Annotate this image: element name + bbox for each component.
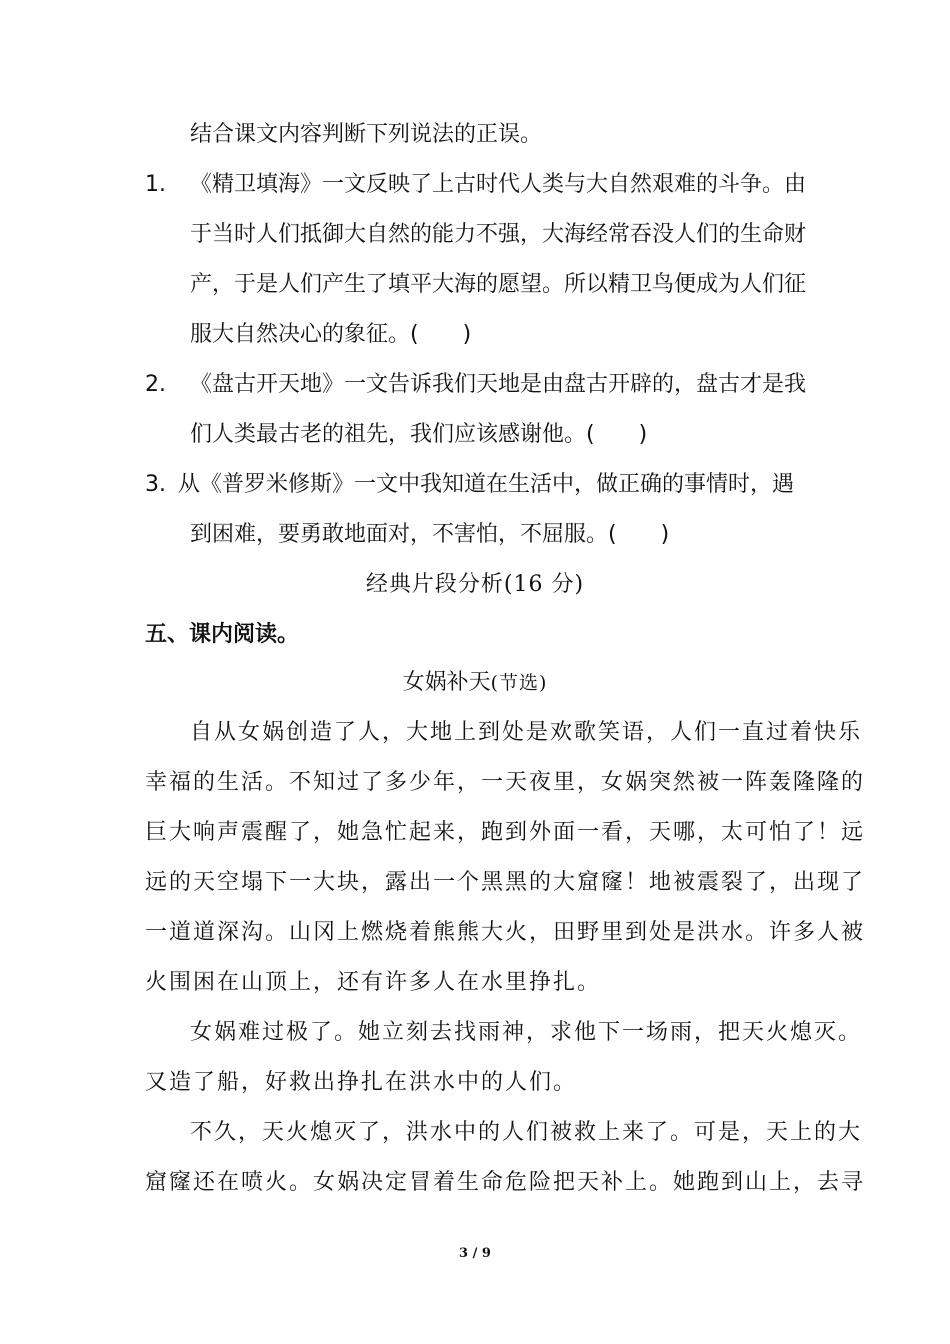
question-2-line-2: 们人类最古老的祖先，我们应该感谢他。( ) xyxy=(190,422,648,447)
question-3-number: 3. xyxy=(145,472,166,497)
instruction-text: 结合课文内容判断下列说法的正误。 xyxy=(190,122,543,147)
question-1-line-1: 《精卫填海》一文反映了上古时代人类与大自然艰难的斗争。由 xyxy=(190,172,807,197)
passage-title xyxy=(0,668,950,698)
question-1-line-2: 于当时人们抵御大自然的能力不强，大海经常吞没人们的生命财 xyxy=(190,222,807,247)
passage-line-5: 一道道深沟。山冈上燃烧着熊熊大火，田野里到处是洪水。许多人被 xyxy=(145,920,866,945)
passage-line-8: 又造了船，好救出挣扎在洪水中的人们。 xyxy=(145,1070,578,1095)
passage-title-text: 女娲补天 xyxy=(402,670,491,695)
page-number: 3 / 9 xyxy=(459,1246,491,1261)
question-3-line-1: 从《普罗米修斯》一文中我知道在生活中，做正确的事情时，遇 xyxy=(178,472,795,497)
question-1-line-3: 产，于是人们产生了填平大海的愿望。所以精卫鸟便成为人们征 xyxy=(190,272,807,297)
passage-line-3: 巨大响声震醒了，她急忙起来，跑到外面一看，天哪，太可怕了！远 xyxy=(145,820,866,845)
part-five-heading: 五、课内阅读。 xyxy=(145,622,300,647)
passage-line-4: 远的天空塌下一大块，露出一个黑黑的大窟窿！地被震裂了，出现了 xyxy=(145,870,866,895)
passage-line-9: 不久，天火熄灭了，洪水中的人们被救上来了。可是，天上的大 xyxy=(190,1120,863,1145)
question-3-line-2: 到困难，要勇敢地面对，不害怕，不屈服。( ) xyxy=(190,522,670,547)
passage-line-10: 窟窿还在喷火。女娲决定冒着生命危险把天补上。她跑到山上，去寻 xyxy=(145,1170,866,1195)
passage-line-2: 幸福的生活。不知过了多少年，一天夜里，女娲突然被一阵轰隆隆的 xyxy=(145,770,866,795)
passage-line-1: 自从女娲创造了人，大地上到处是欢歌笑语，人们一直过着快乐 xyxy=(190,720,863,745)
question-2-line-1: 《盘古开天地》一文告诉我们天地是由盘古开辟的，盘古才是我 xyxy=(190,372,807,397)
passage-title-note: (节选) xyxy=(490,672,548,694)
question-1-line-4: 服大自然决心的象征。( ) xyxy=(190,322,472,347)
passage-line-6: 火围困在山顶上，还有许多人在水里挣扎。 xyxy=(145,970,602,995)
question-2-number: 2. xyxy=(145,372,166,397)
section-heading: 经典片段分析(16 分) xyxy=(365,572,585,597)
question-1-number: 1. xyxy=(145,172,166,197)
passage-line-7: 女娲难过极了。她立刻去找雨神，求他下一场雨，把天火熄灭。 xyxy=(190,1020,863,1045)
